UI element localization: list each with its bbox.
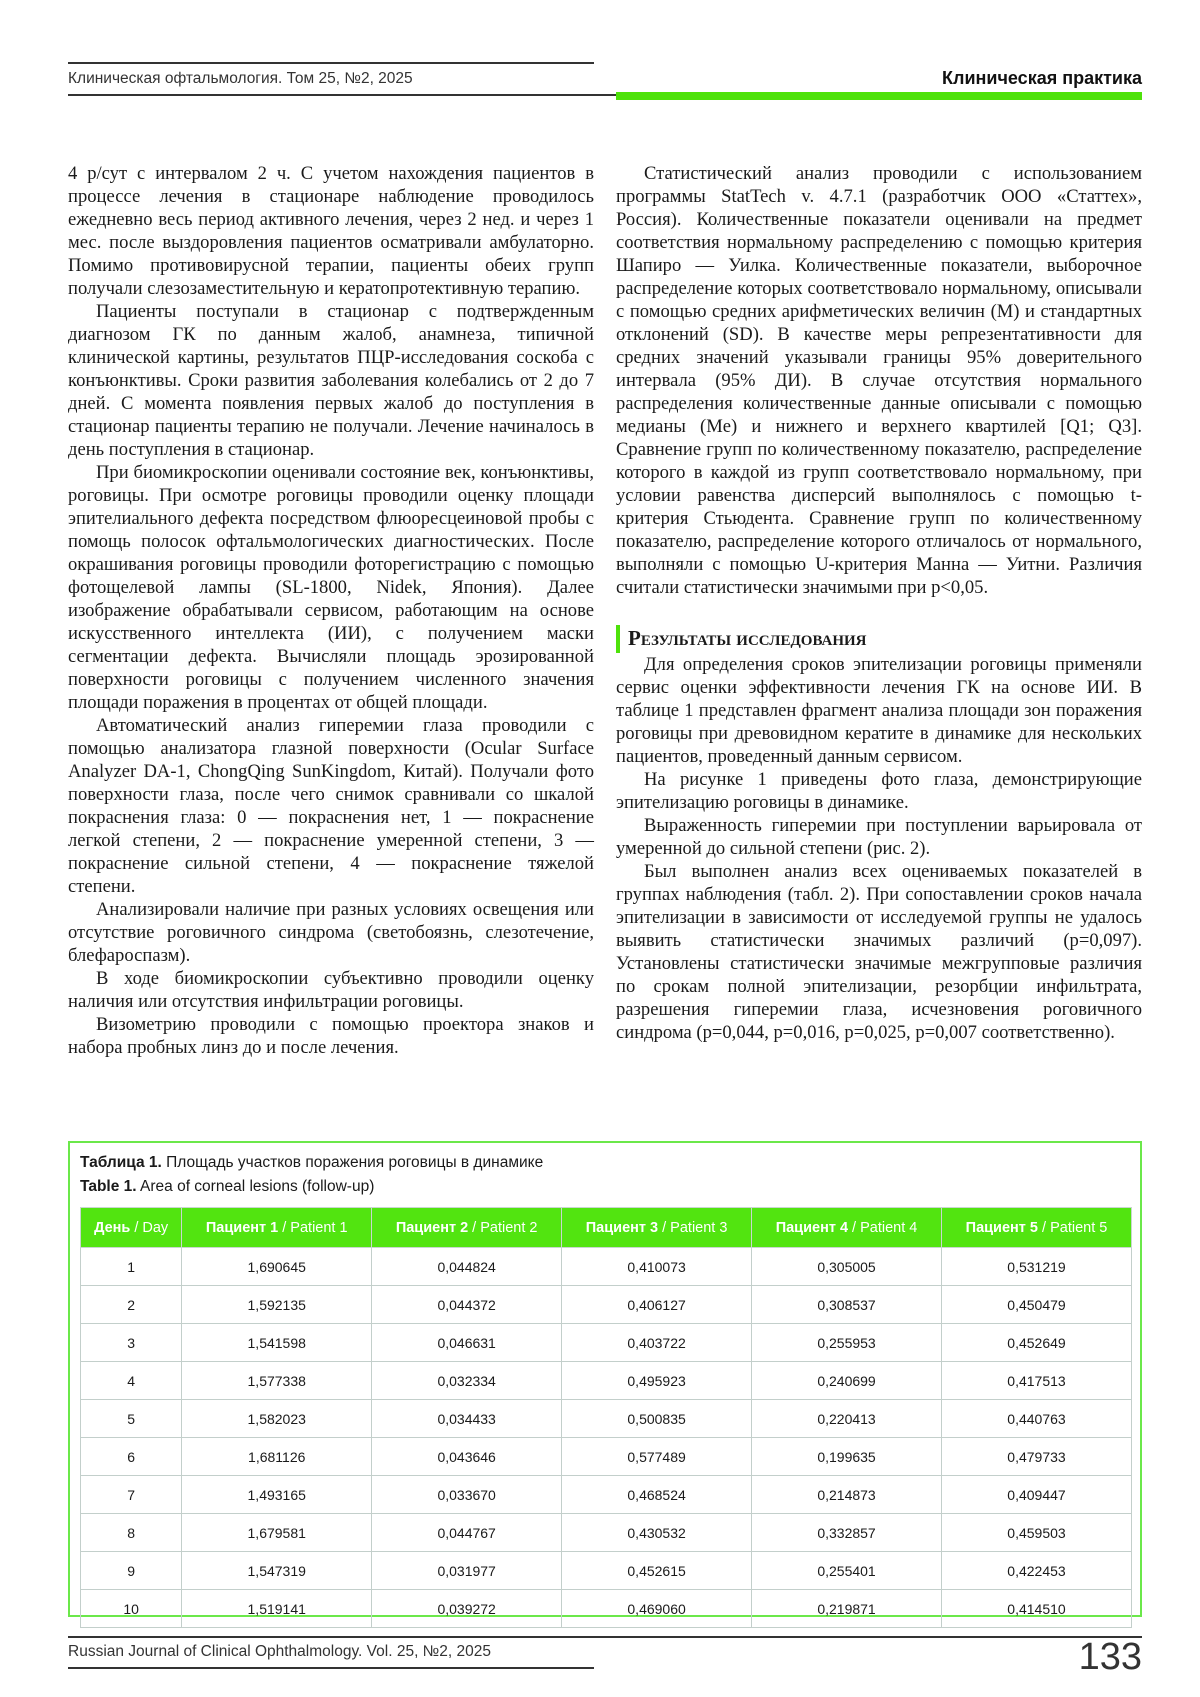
- table-row: [81, 1400, 1132, 1438]
- area-cell: 0,410073: [562, 1248, 752, 1286]
- area-cell: 0,043646: [372, 1438, 562, 1476]
- day-cell: 5: [81, 1400, 182, 1438]
- paragraph: Анализировали наличие при разных условиях освещения или отсутствие роговичного синдрома (светобоязнь, слезотечение, блефароспазм).: [68, 898, 594, 967]
- area-cell: 0,039272: [372, 1590, 562, 1628]
- paragraph: При биомикроскопии оценивали состояние век, конъюнктивы, роговицы. При осмотре роговицы проводили оценку площади эпителиального дефекта посредством флюоресцеиновой пробы с помощь полосок офтальмологических диагностических. После окрашивания роговицы проводили фоторегистрацию с помощью фотощелевой лампы (SL-1800, Nidek, Япония). Далее изображение обрабатывали сервисом, работающим на основе искусственного интеллекта (ИИ), с получением маски сегментации дефекта. Вычисляли площадь эрозированной поверхности роговицы с получением численного значения площади поражения в процентах от общей площади.: [68, 461, 594, 714]
- area-cell: 1,582023: [182, 1400, 372, 1438]
- area-cell: 0,468524: [562, 1476, 752, 1514]
- area-cell: 0,044767: [372, 1514, 562, 1552]
- paragraph: Для определения сроков эпителизации роговицы применяли сервис оценки эффективности лечения ГК на основе ИИ. В таблице 1 представлен фрагмент анализа площади зон поражения роговицы при древовидном кератите в динамике для нескольких пациентов, проведенный данным сервисом.: [616, 653, 1142, 768]
- paragraph: В ходе биомикроскопии субъективно проводили оценку наличия или отсутствия инфильтрации роговицы.: [68, 967, 594, 1013]
- table-row: [81, 1438, 1132, 1476]
- area-cell: 0,214873: [752, 1476, 942, 1514]
- area-cell: 0,495923: [562, 1362, 752, 1400]
- header-ru: Пациент 5: [966, 1220, 1038, 1236]
- area-cell: 0,417513: [942, 1362, 1132, 1400]
- area-cell: 0,409447: [942, 1476, 1132, 1514]
- area-cell: 0,531219: [942, 1248, 1132, 1286]
- header-ru: Пациент 1: [206, 1220, 278, 1236]
- paragraph: Статистический анализ проводили с использованием программы StatTech v. 4.7.1 (разработчик ООО «Статтех», Россия). Количественные показатели оценивали на предмет соответствия нормальному распределению с помощью критерия Шапиро — Уилка. Количественные показатели, выборочное распределение которых соответствовало нормальному, описывали с помощью средних арифметических величин (M) и стандартных отклонений (SD). В качестве меры репрезентативности для средних значений указывали границы 95% доверительного интервала (95% ДИ). В случае отсутствия нормального распределения количественные данные описывали с помощью медианы (Me) и нижнего и верхнего квартилей [Q1; Q3]. Сравнение групп по количественному показателю, распределение которого в каждой из групп соответствовало нормальному, при условии равенства дисперсий выполнялось с помощью t-критерия Стьюдента. Сравнение групп по количественному показателю, распределение которого отличалось от нормального, выполняли с помощью U-критерия Манна — Уитни. Различия считали статистически значимыми при p<0,05.: [616, 162, 1142, 599]
- caption-text: Площадь участков поражения роговицы в динамике: [162, 1154, 543, 1171]
- area-cell: 0,469060: [562, 1590, 752, 1628]
- table-header-row: [81, 1208, 1132, 1248]
- area-cell: 0,450479: [942, 1286, 1132, 1324]
- header-ru: Пациент 3: [586, 1220, 658, 1236]
- area-cell: 1,679581: [182, 1514, 372, 1552]
- header-en: / Patient 3: [658, 1220, 727, 1236]
- area-cell: 1,547319: [182, 1552, 372, 1590]
- journal-title-en: Russian Journal of Clinical Ophthalmology. Vol. 25, №2, 2025: [68, 1643, 491, 1661]
- area-cell: 1,493165: [182, 1476, 372, 1514]
- area-cell: 0,219871: [752, 1590, 942, 1628]
- area-cell: 1,681126: [182, 1438, 372, 1476]
- table-1-box: [68, 1141, 1142, 1617]
- day-cell: 9: [81, 1552, 182, 1590]
- table-row: [81, 1362, 1132, 1400]
- paragraph: Выраженность гиперемии при поступлении варьировала от умеренной до сильной степени (рис. 2).: [616, 814, 1142, 860]
- column-header: [942, 1208, 1132, 1248]
- column-header: [182, 1208, 372, 1248]
- header-en: / Patient 5: [1038, 1220, 1107, 1236]
- area-cell: 0,046631: [372, 1324, 562, 1362]
- area-cell: 0,308537: [752, 1286, 942, 1324]
- day-cell: 1: [81, 1248, 182, 1286]
- day-cell: 4: [81, 1362, 182, 1400]
- section-accent-bar: [616, 92, 1142, 100]
- day-cell: 6: [81, 1438, 182, 1476]
- area-cell: 1,541598: [182, 1324, 372, 1362]
- column-header: [81, 1208, 182, 1248]
- area-cell: 0,500835: [562, 1400, 752, 1438]
- section-heading-text: Результаты исследования: [628, 626, 867, 650]
- table-caption-ru: [80, 1151, 1140, 1175]
- area-cell: 0,220413: [752, 1400, 942, 1438]
- header-rule-bottom: [68, 94, 616, 96]
- area-cell: 1,592135: [182, 1286, 372, 1324]
- table-row: [81, 1552, 1132, 1590]
- section-heading: [616, 625, 1142, 651]
- table-row: [81, 1324, 1132, 1362]
- area-cell: 0,414510: [942, 1590, 1132, 1628]
- section-label: Клиническая практика: [942, 68, 1142, 89]
- journal-title-ru: Клиническая офтальмология. Том 25, №2, 2025: [68, 70, 413, 88]
- header-rule-top: [68, 62, 594, 64]
- area-cell: 0,044372: [372, 1286, 562, 1324]
- left-column: [68, 162, 594, 1059]
- area-cell: 0,440763: [942, 1400, 1132, 1438]
- area-cell: 0,240699: [752, 1362, 942, 1400]
- area-cell: 0,044824: [372, 1248, 562, 1286]
- area-cell: 0,255953: [752, 1324, 942, 1362]
- area-cell: 0,422453: [942, 1552, 1132, 1590]
- day-cell: 7: [81, 1476, 182, 1514]
- area-cell: 1,690645: [182, 1248, 372, 1286]
- area-cell: 0,479733: [942, 1438, 1132, 1476]
- paragraph: 4 р/сут с интервалом 2 ч. С учетом нахождения пациентов в процессе лечения в стационаре наблюдение проводилось ежедневно весь период активного лечения, через 2 нед. и через 1 мес. после выздоровления пациентов осматривали амбулаторно. Помимо противовирусной терапии, пациенты обеих групп получали слезозаместительную и кератопротективную терапию.: [68, 162, 594, 300]
- table-row: [81, 1476, 1132, 1514]
- area-cell: 0,403722: [562, 1324, 752, 1362]
- area-cell: 0,255401: [752, 1552, 942, 1590]
- area-cell: 0,032334: [372, 1362, 562, 1400]
- table-row: [81, 1514, 1132, 1552]
- caption-label: Table 1.: [80, 1178, 137, 1195]
- area-cell: 0,452615: [562, 1552, 752, 1590]
- heading-accent-bar: [616, 625, 620, 653]
- caption-label: Таблица 1.: [80, 1154, 162, 1171]
- corneal-lesion-table: [80, 1207, 1132, 1628]
- right-column: [616, 162, 1142, 1044]
- footer-rule-bottom: [68, 1667, 594, 1669]
- footer-rule: [68, 1636, 1142, 1638]
- day-cell: 2: [81, 1286, 182, 1324]
- area-cell: 0,406127: [562, 1286, 752, 1324]
- header-ru: Пациент 2: [396, 1220, 468, 1236]
- column-header: [562, 1208, 752, 1248]
- paragraph: На рисунке 1 приведены фото глаза, демонстрирующие эпителизацию роговицы в динамике.: [616, 768, 1142, 814]
- caption-text: Area of corneal lesions (follow-up): [137, 1178, 375, 1195]
- day-cell: 10: [81, 1590, 182, 1628]
- header-en: / Patient 1: [278, 1220, 347, 1236]
- table-caption-en: [80, 1175, 1140, 1199]
- area-cell: 0,034433: [372, 1400, 562, 1438]
- paragraph: Пациенты поступали в стационар с подтвержденным диагнозом ГК по данным жалоб, анамнеза, типичной клинической картины, результатов ПЦР-исследования соскоба с конъюнктивы. Сроки развития заболевания колебались от 2 до 7 дней. С момента появления первых жалоб до поступления в стационар пациенты терапию не получали. Лечение начиналось в день поступления в стационар.: [68, 300, 594, 461]
- paragraph: Визометрию проводили с помощью проектора знаков и набора пробных линз до и после лечения.: [68, 1013, 594, 1059]
- area-cell: 0,577489: [562, 1438, 752, 1476]
- area-cell: 0,031977: [372, 1552, 562, 1590]
- area-cell: 0,452649: [942, 1324, 1132, 1362]
- area-cell: 0,199635: [752, 1438, 942, 1476]
- header-ru: День: [94, 1220, 130, 1236]
- header-en: / Day: [130, 1220, 168, 1236]
- table-row: [81, 1286, 1132, 1324]
- table-row: [81, 1248, 1132, 1286]
- area-cell: 0,332857: [752, 1514, 942, 1552]
- page-number: 133: [1079, 1636, 1142, 1679]
- header-en: / Patient 4: [848, 1220, 917, 1236]
- paragraph: Автоматический анализ гиперемии глаза проводили с помощью анализатора глазной поверхности (Ocular Surface Analyzer DA-1, ChongQing SunKingdom, Китай). Получали фото поверхности глаза, после чего снимок сравнивали со шкалой покраснения глаза: 0 — покраснения нет, 1 — покраснение легкой степени, 2 — покраснение умеренной степени, 3 — покраснение сильной степени, 4 — покраснение тяжелой степени.: [68, 714, 594, 898]
- table-row: [81, 1590, 1132, 1628]
- column-header: [752, 1208, 942, 1248]
- header-ru: Пациент 4: [776, 1220, 848, 1236]
- area-cell: 0,033670: [372, 1476, 562, 1514]
- area-cell: 0,305005: [752, 1248, 942, 1286]
- area-cell: 1,577338: [182, 1362, 372, 1400]
- area-cell: 1,519141: [182, 1590, 372, 1628]
- day-cell: 8: [81, 1514, 182, 1552]
- paragraph: Был выполнен анализ всех оцениваемых показателей в группах наблюдения (табл. 2). При сопоставлении сроков начала эпителизации в зависимости от исследуемой группы не удалось выявить статистически значимых различий (p=0,097). Установлены статистически значимые межгрупповые различия по срокам полной эпителизации, резорбции инфильтрата, разрешения гиперемии глаза, исчезновения роговичного синдрома (p=0,044, p=0,016, p=0,025, p=0,007 соответственно).: [616, 860, 1142, 1044]
- day-cell: 3: [81, 1324, 182, 1362]
- header-en: / Patient 2: [468, 1220, 537, 1236]
- area-cell: 0,430532: [562, 1514, 752, 1552]
- area-cell: 0,459503: [942, 1514, 1132, 1552]
- column-header: [372, 1208, 562, 1248]
